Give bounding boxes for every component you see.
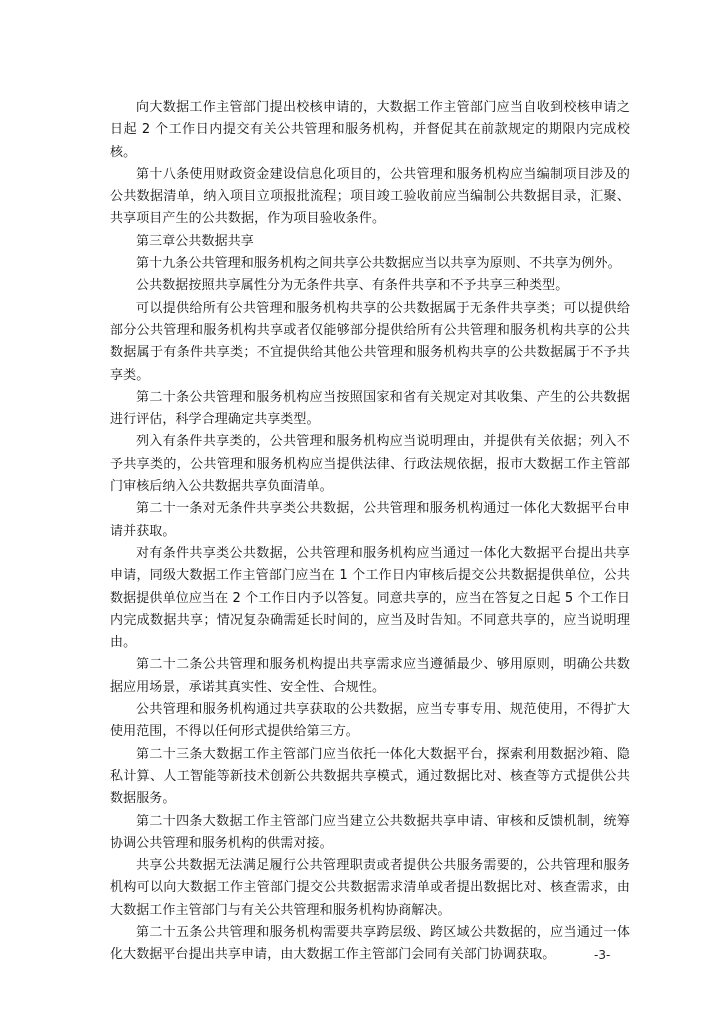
- paragraph-sharing-types: 公共数据按照共享属性分为无条件共享、有条件共享和不予共享三种类型。: [136, 278, 569, 294]
- paragraph-article-25: 第二十五条公共管理和服务机构需要共享跨层级、跨区域公共数据的，应当通过一体化大数据平台提出共享申请，由大数据工作主管部门会同有关部门协调获取。: [110, 924, 630, 963]
- paragraph-article-22-usage: 公共管理和服务机构通过共享获取的公共数据，应当专事专用、规范使用，不得扩大使用范围，不得以任何形式提供给第三方。: [110, 702, 630, 740]
- paragraph-article-20-conditions: 列入有条件共享类的，公共管理和服务机构应当说明理由，并提供有关依据；列入不予共享类的，公共管理和服务机构应当提供法律、行政法规依据，报市大数据工作主管部门审核后纳入公共数据共享负面清单。: [110, 434, 630, 495]
- paragraph-sharing-definitions: 可以提供给所有公共管理和服务机构共享的公共数据属于无条件共享类；可以提供给部分公共管理和服务机构共享或者仅能够部分提供给所有公共管理和服务机构共享的公共数据属于有条件共享类；不宜提供给其他公共管理和服务机构共享的公共数据属于不予共享类。: [110, 300, 630, 383]
- paragraph-article-23: 第二十三条大数据工作主管部门应当依托一体化大数据平台，探索利用数据沙箱、隐私计算、人工智能等新技术创新公共数据共享模式，通过数据比对、核查等方式提供公共数据服务。: [110, 746, 630, 807]
- paragraph-article-22: 第二十二条公共管理和服务机构提出共享需求应当遵循最少、够用原则，明确公共数据应用场景，承诺其真实性、安全性、合规性。: [110, 657, 630, 695]
- paragraph-article-20: 第二十条公共管理和服务机构应当按照国家和省有关规定对其收集、产生的公共数据进行评估，科学合理确定共享类型。: [110, 389, 630, 428]
- document-body: [110, 97, 630, 967]
- page-number: -3-: [594, 948, 611, 962]
- paragraph-continuation-verification: 向大数据工作主管部门提出校核申请的，大数据工作主管部门应当自收到校核申请之日起 2 个工作日内提交有关公共管理和服务机构，并督促其在前款规定的期限内完成校核。: [110, 100, 630, 160]
- paragraph-article-18: 第十八条使用财政资金建设信息化项目的，公共管理和服务机构应当编制项目涉及的公共数据清单，纳入项目立项报批流程；项目竣工验收前应当编制公共数据目录，汇聚、共享项目产生的公共数据，作为项目验收条件。: [110, 166, 630, 227]
- paragraph-article-21-conditional: 对有条件共享类公共数据，公共管理和服务机构应当通过一体化大数据平台提出共享申请，同级大数据工作主管部门应当在 1 个工作日内审核后提交公共数据提供单位，公共数据提供单位应当在 2 个工作日内予以答复。同意共享的，应当在答复之日起 5 个工作日内完成数据共享；情况复杂确需延长时间的，应当及时告知。不同意共享的，应当说明理由。: [110, 545, 630, 651]
- paragraph-article-24-needs: 共享公共数据无法满足履行公共管理职责或者提供公共服务需要的，公共管理和服务机构可以向大数据工作主管部门提交公共数据需求清单或者提出数据比对、核查需求，由大数据工作主管部门与有关公共管理和服务机构协商解决。: [110, 858, 630, 918]
- paragraph-article-24: 第二十四条大数据工作主管部门应当建立公共数据共享申请、审核和反馈机制，统筹协调公共管理和服务机构的供需对接。: [110, 813, 630, 851]
- chapter-3-heading: 第三章公共数据共享: [136, 233, 254, 249]
- paragraph-article-19: 第十九条公共管理和服务机构之间共享公共数据应当以共享为原则、不共享为例外。: [136, 256, 621, 272]
- paragraph-article-21: 第二十一条对无条件共享类公共数据，公共管理和服务机构通过一体化大数据平台申请并获取。: [110, 501, 630, 539]
